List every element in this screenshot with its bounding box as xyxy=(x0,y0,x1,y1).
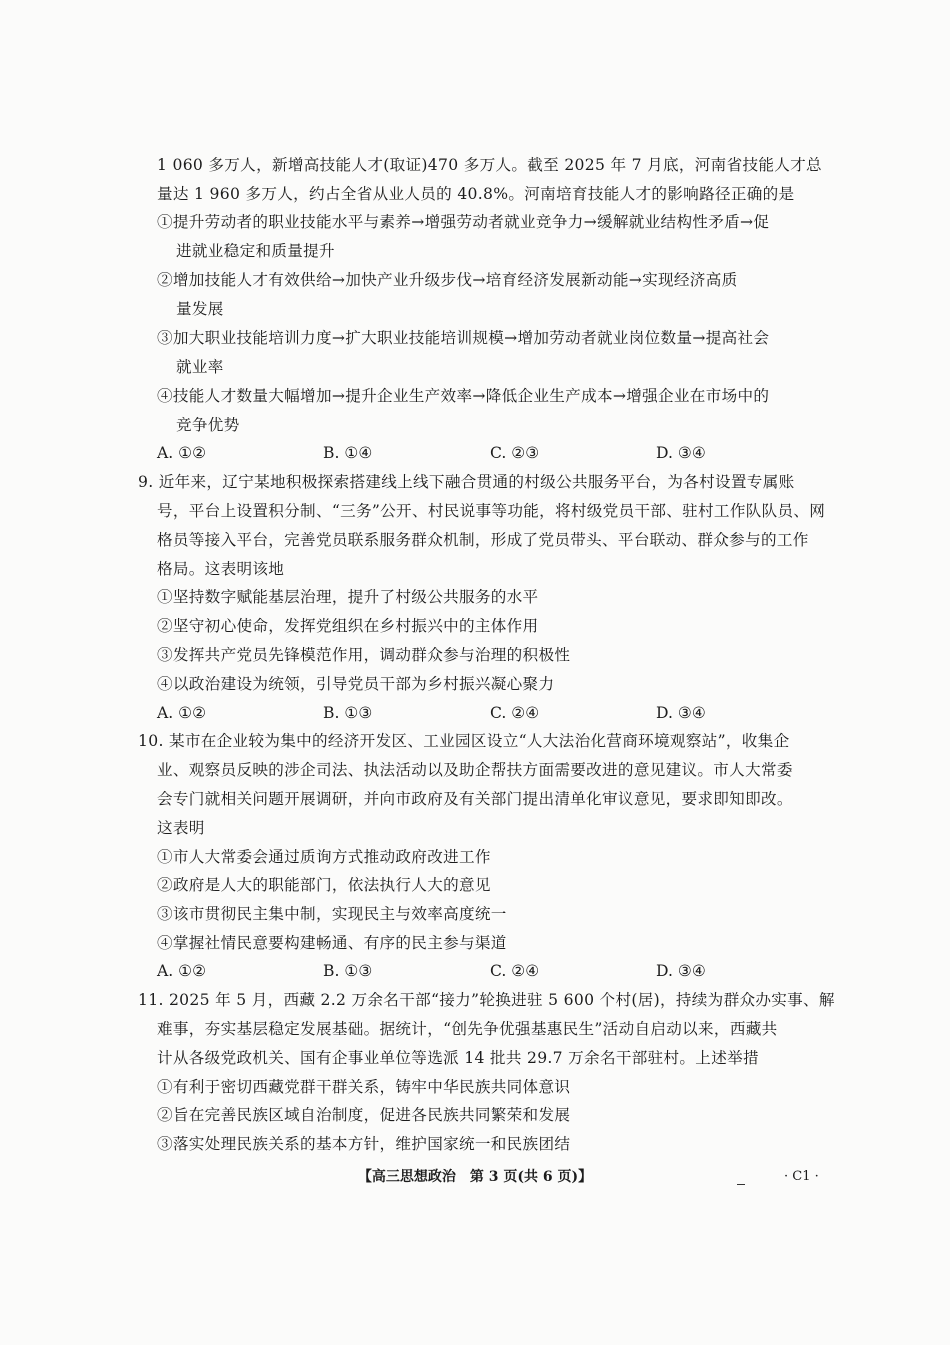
q10-stem-line: 这表明 xyxy=(157,819,205,837)
q8-choice-a: A. ①② xyxy=(157,444,207,462)
q9-choice-b: B. ①③ xyxy=(323,704,373,722)
q10-option-4: ④掌握社情民意要构建畅通、有序的民主参与渠道 xyxy=(157,934,507,952)
q11-stem-line: 难事，夯实基层稳定发展基础。据统计，“创先争优强基惠民生”活动自启动以来，西藏共 xyxy=(157,1020,778,1038)
q8-option-1-cont: 进就业稳定和质量提升 xyxy=(176,242,335,260)
q10-stem-line: 会专门就相关问题开展调研，并向市政府及有关部门提出清单化审议意见，要求即知即改。 xyxy=(157,790,793,808)
q10-choice-c: C. ②④ xyxy=(490,962,540,980)
q9-option-3: ③发挥共产党员先锋模范作用，调动群众参与治理的积极性 xyxy=(157,646,571,664)
q10-choice-d: D. ③④ xyxy=(656,962,706,980)
q9-choice-c: C. ②④ xyxy=(490,704,540,722)
q9-option-2: ②坚守初心使命，发挥党组织在乡村振兴中的主体作用 xyxy=(157,617,539,635)
q9-option-4: ④以政治建设为统领，引导党员干部为乡村振兴凝心聚力 xyxy=(157,675,555,693)
q8-choice-c: C. ②③ xyxy=(490,444,540,462)
q9-stem-line: 格局。这表明该地 xyxy=(157,560,285,578)
q8-choice-b: B. ①④ xyxy=(323,444,373,462)
q8-option-1: ①提升劳动者的职业技能水平与素养→增强劳动者就业竞争力→缓解就业结构性矛盾→促 xyxy=(157,213,770,231)
q8-choice-d: D. ③④ xyxy=(656,444,706,462)
q10-choice-b: B. ①③ xyxy=(323,962,373,980)
q8-option-2: ②增加技能人才有效供给→加快产业升级步伐→培育经济发展新动能→实现经济高质 xyxy=(157,271,738,289)
q8-option-3-cont: 就业率 xyxy=(176,358,224,376)
q11-stem-line: 计从各级党政机关、国有企事业单位等选派 14 批共 29.7 万余名干部驻村。上述举措 xyxy=(157,1049,759,1067)
q8-intro-line: 1 060 多万人，新增高技能人才(取证)470 多万人。截至 2025 年 7 月底，河南省技能人才总 xyxy=(157,156,822,174)
q11-option-3: ③落实处理民族关系的基本方针，维护国家统一和民族团结 xyxy=(157,1135,571,1153)
q9-option-1: ①坚持数字赋能基层治理，提升了村级公共服务的水平 xyxy=(157,588,539,606)
q8-option-3: ③加大职业技能培训力度→扩大职业技能培训规模→增加劳动者就业岗位数量→提高社会 xyxy=(157,329,770,347)
page-footer-code: · C1 · xyxy=(784,1169,819,1184)
q11-option-2: ②旨在完善民族区域自治制度，促进各民族共同繁荣和发展 xyxy=(157,1106,571,1124)
q8-option-4: ④技能人才数量大幅增加→提升企业生产效率→降低企业生产成本→增强企业在市场中的 xyxy=(157,387,770,405)
q11-option-1: ①有利于密切西藏党群干群关系，铸牢中华民族共同体意识 xyxy=(157,1078,571,1096)
page-footer-title: 【高三思想政治 第 3 页(共 6 页)】 xyxy=(357,1169,593,1185)
q10-option-3: ③该市贯彻民主集中制，实现民主与效率高度统一 xyxy=(157,905,507,923)
q10-stem-line: 业、观察员反映的涉企司法、执法活动以及助企帮扶方面需要改进的意见建议。市人大常委 xyxy=(157,761,793,779)
q8-option-2-cont: 量发展 xyxy=(176,300,224,318)
q9-stem-line: 9. 近年来，辽宁某地积极探索搭建线上线下融合贯通的村级公共服务平台，为各村设置专属账 xyxy=(138,473,795,491)
footer-dash xyxy=(737,1184,745,1185)
q11-stem-line: 11. 2025 年 5 月，西藏 2.2 万余名干部“接力”轮换进驻 5 600 个村(居)，持续为群众办实事、解 xyxy=(138,991,835,1009)
q9-choice-d: D. ③④ xyxy=(656,704,706,722)
q9-stem-line: 号，平台上设置积分制、“三务”公开、村民说事等功能，将村级党员干部、驻村工作队队员、网 xyxy=(157,502,826,520)
q9-stem-line: 格员等接入平台，完善党员联系服务群众机制，形成了党员带头、平台联动、群众参与的工作 xyxy=(157,531,809,549)
q10-stem-line: 10. 某市在企业较为集中的经济开发区、工业园区设立“人大法治化营商环境观察站”，收集企 xyxy=(138,732,790,750)
q10-choice-a: A. ①② xyxy=(157,962,207,980)
q8-option-4-cont: 竞争优势 xyxy=(176,416,240,434)
q10-option-2: ②政府是人大的职能部门，依法执行人大的意见 xyxy=(157,876,491,894)
q8-intro-line: 量达 1 960 多万人，约占全省从业人员的 40.8%。河南培育技能人才的影响路径正确的是 xyxy=(157,185,795,203)
q9-choice-a: A. ①② xyxy=(157,704,207,722)
q10-option-1: ①市人大常委会通过质询方式推动政府改进工作 xyxy=(157,848,491,866)
